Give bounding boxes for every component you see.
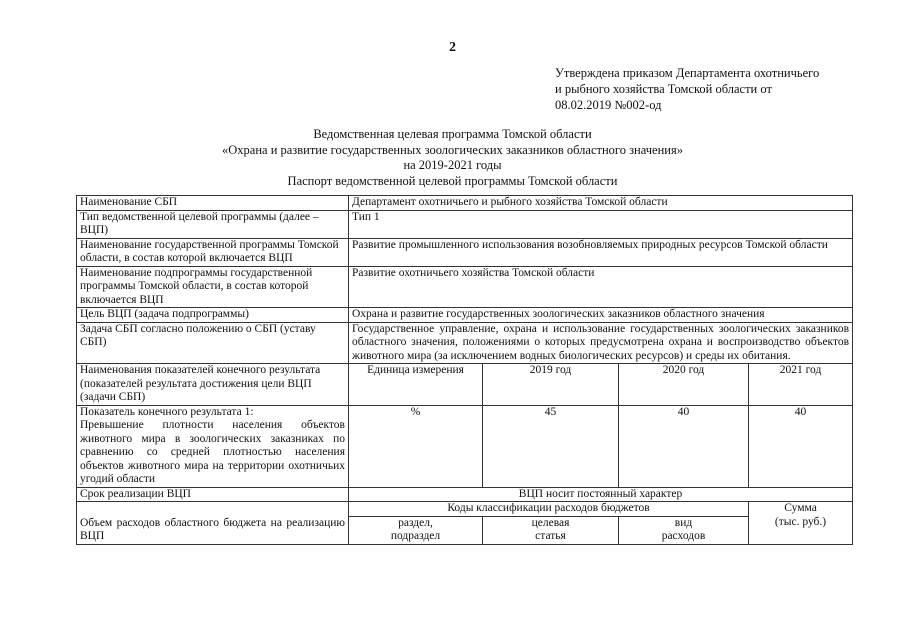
- passport-table: [76, 195, 853, 545]
- row-label-indicators: Наименования показателей конечного результата (показателей результата достижения цели ВЦП (задачи СБП): [77, 364, 349, 406]
- table-row: [77, 322, 853, 364]
- table-row: [77, 502, 853, 517]
- row-value-state-program: Развитие промышленного использования возобновляемых природных ресурсов Томской области: [349, 238, 853, 266]
- approval-line: Утверждена приказом Департамента охотничьего: [555, 66, 820, 80]
- indicator-value-2021: 40: [749, 405, 853, 487]
- header-year-2020: 2020 год: [619, 364, 749, 406]
- table-row: [77, 308, 853, 323]
- row-label-indicator-1: [77, 405, 349, 487]
- code-label: вид: [674, 516, 693, 529]
- code-label: расходов: [661, 530, 706, 542]
- table-row: [77, 405, 853, 487]
- row-value-task: Государственное управление, охрана и использование государственных зоологических заказников областного значения, положениями о которых предусмотрена охрана и воспроизводство объектов животного мира (за исключением водных биологических ресурсов) и среды их обитания.: [349, 322, 853, 364]
- row-label-sbp: Наименование СБП: [77, 196, 349, 211]
- table-row: [77, 196, 853, 211]
- row-value-subprogram: Развитие охотничьего хозяйства Томской области: [349, 266, 853, 308]
- table-row: [77, 266, 853, 308]
- row-value-term: ВЦП носит постоянный характер: [349, 487, 853, 502]
- approval-line: и рыбного хозяйства Томской области от: [555, 82, 772, 96]
- approval-note: [555, 65, 885, 113]
- budget-code-kind: [619, 516, 749, 544]
- passport-title: Паспорт ведомственной целевой программы Томской области: [287, 173, 618, 188]
- indicator-title: Показатель конечного результата 1:: [80, 405, 254, 418]
- indicator-value-2020: 40: [619, 405, 749, 487]
- sum-unit: (тыс. руб.): [774, 515, 827, 528]
- row-value-sbp: Департамент охотничьего и рыбного хозяйства Томской области: [349, 196, 853, 211]
- budget-code-target: [483, 516, 619, 544]
- header-unit: Единица измерения: [349, 364, 483, 406]
- sum-label: Сумма: [784, 502, 817, 514]
- heading-line: на 2019-2021 годы: [403, 158, 502, 172]
- code-label: раздел,: [398, 516, 433, 529]
- row-value-type: Тип 1: [349, 210, 853, 238]
- indicator-description: Превышение плотности населения объектов животного мира в зоологических заказниках по сравнению со средней плотностью населения объектов животного мира на территории охотничьих угодий области: [80, 419, 345, 485]
- approval-line: 08.02.2019 №002-од: [555, 98, 662, 112]
- row-label-subprogram: Наименование подпрограммы государственной программы Томской области, в состав которой включается ВЦП: [77, 266, 349, 308]
- code-label: подраздел: [390, 530, 441, 542]
- budget-sum-header: [749, 502, 853, 545]
- heading-line: Ведомственная целевая программа Томской области: [313, 127, 592, 141]
- budget-codes-header: Коды классификации расходов бюджетов: [349, 502, 749, 517]
- code-label: целевая: [531, 516, 570, 529]
- heading-line: «Охрана и развитие государственных зоологических заказников областного значения»: [222, 142, 683, 157]
- row-label-type: Тип ведомственной целевой программы (далее – ВЦП): [77, 210, 349, 238]
- page-number: 2: [449, 40, 456, 55]
- indicator-value-2019: 45: [483, 405, 619, 487]
- table-row: [77, 364, 853, 406]
- indicator-unit: %: [349, 405, 483, 487]
- row-label-term: Срок реализации ВЦП: [77, 487, 349, 502]
- row-label-goal: Цель ВЦП (задача подпрограммы): [77, 308, 349, 323]
- row-value-goal: Охрана и развитие государственных зоологических заказников областного значения: [349, 308, 853, 323]
- header-year-2019: 2019 год: [483, 364, 619, 406]
- row-label-task: Задача СБП согласно положению о СБП (уставу СБП): [77, 322, 349, 364]
- row-label-state-program: Наименование государственной программы Томской области, в состав которой включается ВЦП: [77, 238, 349, 266]
- document-heading: [0, 127, 905, 189]
- table-row: [77, 238, 853, 266]
- code-label: статья: [535, 530, 566, 542]
- budget-code-section: [349, 516, 483, 544]
- row-label-budget: Объем расходов областного бюджета на реализацию ВЦП: [77, 502, 349, 545]
- table-row: [77, 487, 853, 502]
- header-year-2021: 2021 год: [749, 364, 853, 406]
- table-row: [77, 210, 853, 238]
